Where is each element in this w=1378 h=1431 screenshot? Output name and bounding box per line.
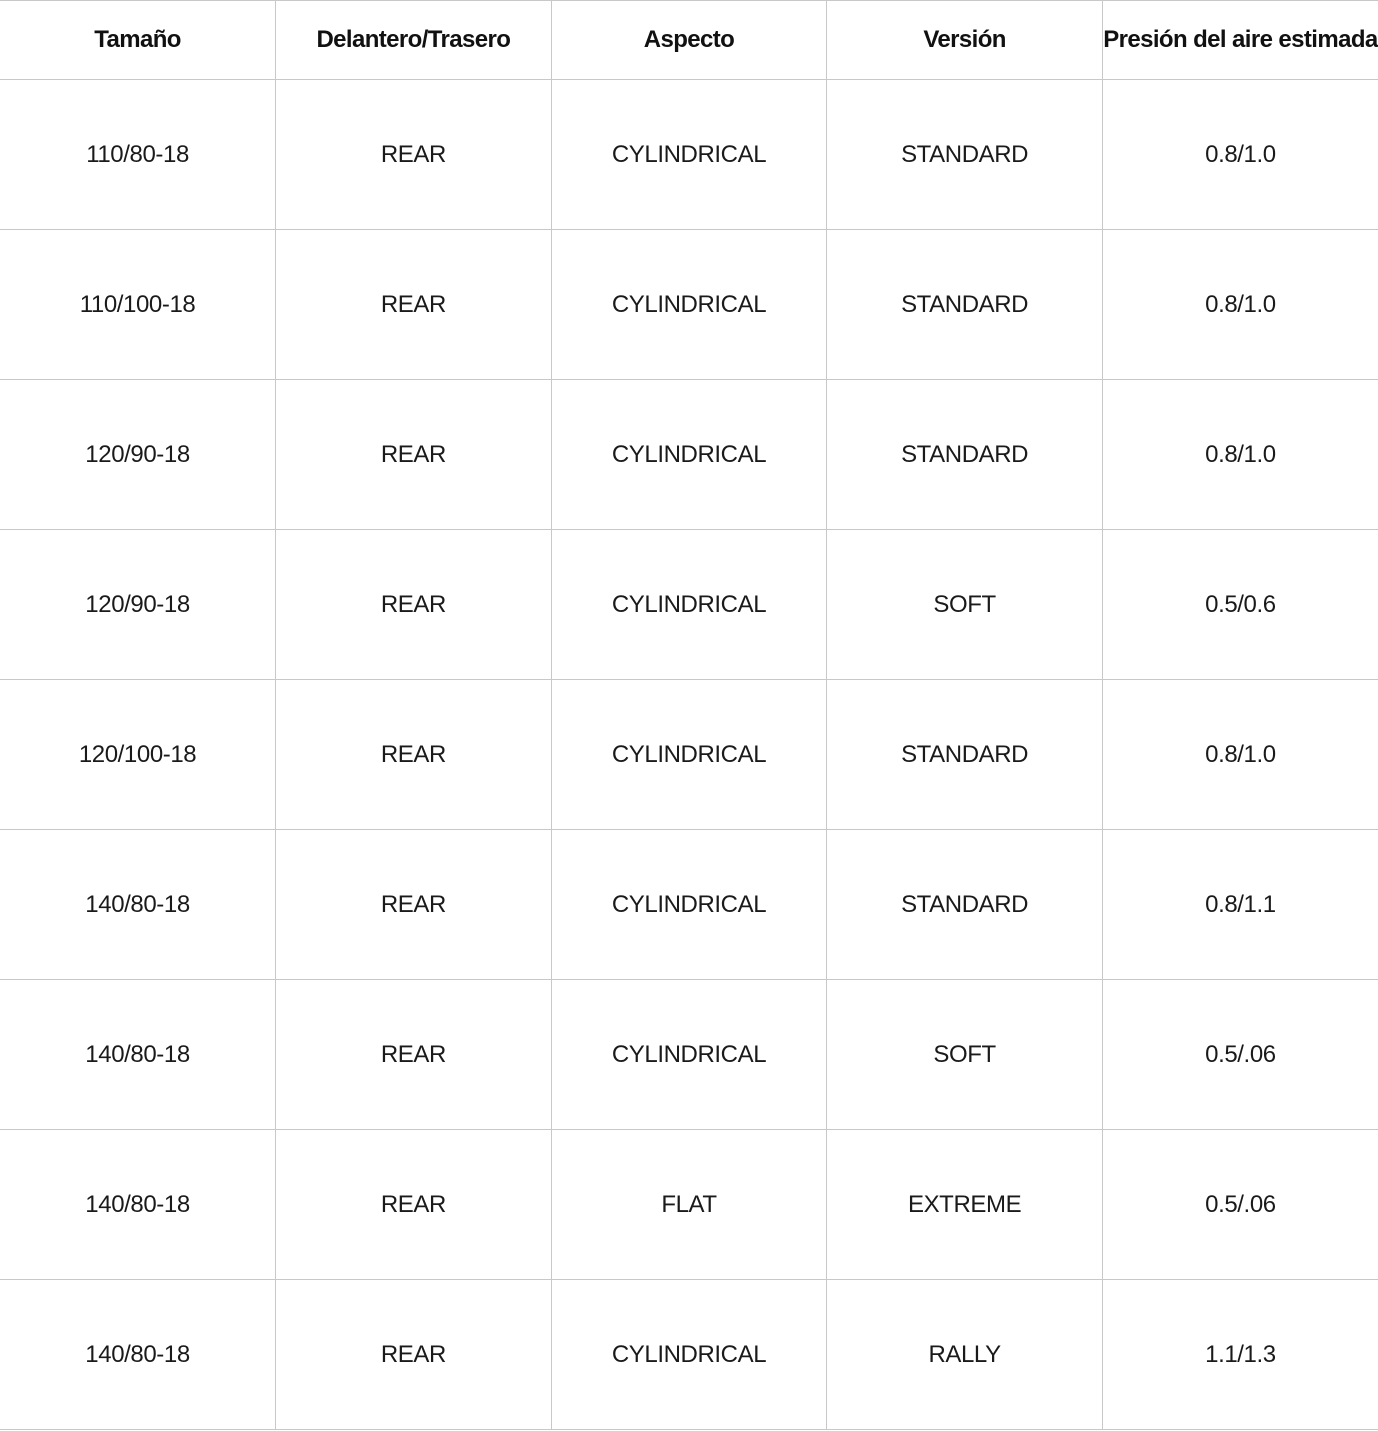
cell-front-rear: REAR xyxy=(276,1130,552,1280)
cell-front-rear: REAR xyxy=(276,530,552,680)
header-aspect: Aspecto xyxy=(551,1,827,80)
cell-aspect: CYLINDRICAL xyxy=(551,1280,827,1430)
cell-air-pressure: 0.8/1.1 xyxy=(1102,830,1378,980)
cell-air-pressure: 1.1/1.3 xyxy=(1102,1280,1378,1430)
cell-front-rear: REAR xyxy=(276,80,552,230)
cell-aspect: CYLINDRICAL xyxy=(551,80,827,230)
cell-size: 140/80-18 xyxy=(0,1130,276,1280)
cell-front-rear: REAR xyxy=(276,980,552,1130)
cell-aspect: CYLINDRICAL xyxy=(551,980,827,1130)
header-air-pressure: Presión del aire estimada xyxy=(1102,1,1378,80)
cell-aspect: CYLINDRICAL xyxy=(551,380,827,530)
table-row xyxy=(0,530,1378,680)
cell-version: STANDARD xyxy=(827,680,1103,830)
cell-air-pressure: 0.8/1.0 xyxy=(1102,80,1378,230)
cell-version: EXTREME xyxy=(827,1130,1103,1280)
cell-front-rear: REAR xyxy=(276,230,552,380)
table-row xyxy=(0,380,1378,530)
cell-size: 110/80-18 xyxy=(0,80,276,230)
cell-aspect: CYLINDRICAL xyxy=(551,830,827,980)
cell-air-pressure: 0.5/.06 xyxy=(1102,1130,1378,1280)
header-version: Versión xyxy=(827,1,1103,80)
cell-size: 140/80-18 xyxy=(0,830,276,980)
cell-front-rear: REAR xyxy=(276,1280,552,1430)
header-front-rear: Delantero/Trasero xyxy=(276,1,552,80)
table-body xyxy=(0,80,1378,1430)
cell-air-pressure: 0.8/1.0 xyxy=(1102,230,1378,380)
cell-size: 140/80-18 xyxy=(0,1280,276,1430)
table-row xyxy=(0,1280,1378,1430)
cell-version: RALLY xyxy=(827,1280,1103,1430)
cell-air-pressure: 0.8/1.0 xyxy=(1102,380,1378,530)
cell-aspect: CYLINDRICAL xyxy=(551,680,827,830)
cell-version: STANDARD xyxy=(827,230,1103,380)
header-size: Tamaño xyxy=(0,1,276,80)
cell-aspect: FLAT xyxy=(551,1130,827,1280)
cell-front-rear: REAR xyxy=(276,830,552,980)
cell-aspect: CYLINDRICAL xyxy=(551,230,827,380)
table-row xyxy=(0,980,1378,1130)
cell-version: SOFT xyxy=(827,530,1103,680)
cell-version: STANDARD xyxy=(827,830,1103,980)
cell-air-pressure: 0.5/.06 xyxy=(1102,980,1378,1130)
cell-version: SOFT xyxy=(827,980,1103,1130)
table-row xyxy=(0,830,1378,980)
table-row xyxy=(0,680,1378,830)
cell-air-pressure: 0.8/1.0 xyxy=(1102,680,1378,830)
table-row xyxy=(0,1130,1378,1280)
cell-aspect: CYLINDRICAL xyxy=(551,530,827,680)
cell-size: 120/100-18 xyxy=(0,680,276,830)
cell-size: 110/100-18 xyxy=(0,230,276,380)
cell-front-rear: REAR xyxy=(276,380,552,530)
cell-version: STANDARD xyxy=(827,80,1103,230)
cell-size: 120/90-18 xyxy=(0,380,276,530)
cell-front-rear: REAR xyxy=(276,680,552,830)
header-row xyxy=(0,1,1378,80)
table-row xyxy=(0,230,1378,380)
cell-size: 140/80-18 xyxy=(0,980,276,1130)
cell-size: 120/90-18 xyxy=(0,530,276,680)
cell-air-pressure: 0.5/0.6 xyxy=(1102,530,1378,680)
table-row xyxy=(0,80,1378,230)
cell-version: STANDARD xyxy=(827,380,1103,530)
